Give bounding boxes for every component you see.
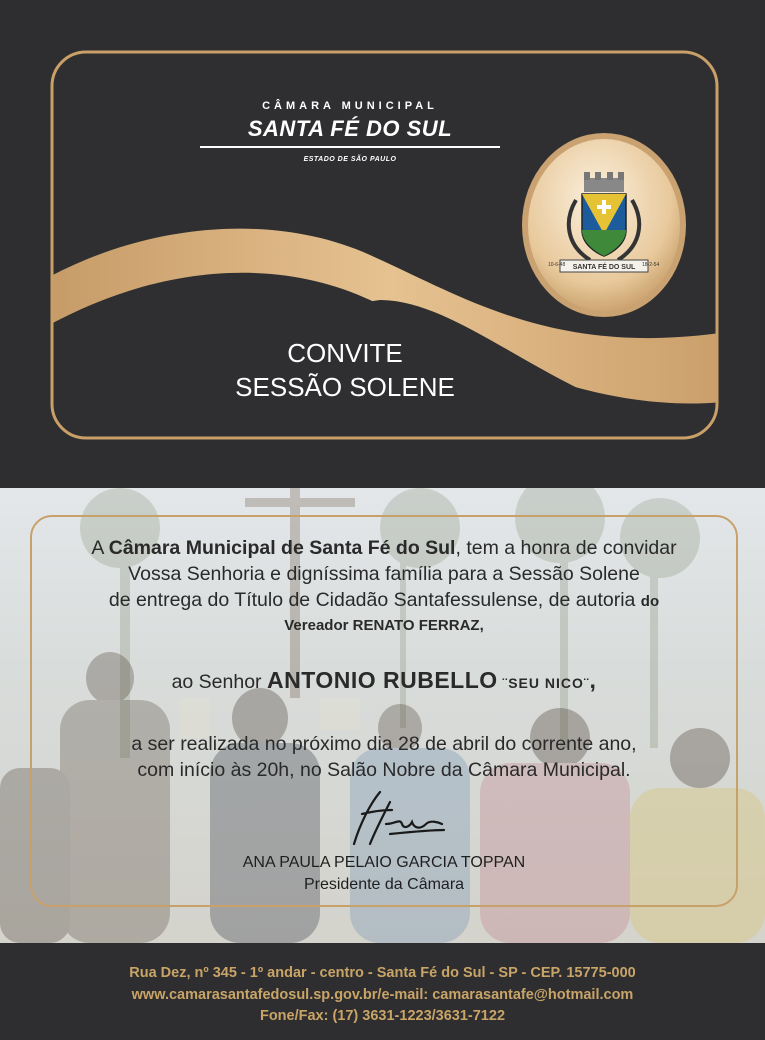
honoree-prefix: ao Senhor [171, 671, 267, 693]
invite-text-line1-post: , tem a honra de convidar [455, 537, 677, 559]
invite-text-line3-main: de entrega do Título de Cidadão Santafessulense, de autoria [108, 589, 641, 611]
footer-address: Rua Dez, nº 345 - 1º andar - centro - Santa Fé do Sul - SP - CEP. 15775-000 [129, 965, 636, 981]
invite-text-author: Vereador RENATO FERRAZ, [284, 617, 484, 634]
invite-text-org: Câmara Municipal de Santa Fé do Sul [108, 537, 456, 559]
org-state: ESTADO DE SÃO PAULO [303, 156, 397, 163]
signer-name: ANA PAULA PELAIO GARCIA TOPPAN [242, 854, 526, 871]
footer-web-email: www.camarasantafedosul.sp.gov.br/e-mail: camarasantafe@hotmail.com [131, 987, 634, 1003]
event-date-line: a ser realizada no próximo dia 28 de abril do corrente ano, [131, 733, 637, 755]
invite-text-line1 [30, 536, 738, 560]
footer [0, 943, 765, 1040]
invite-title-line2: SESSÃO SOLENE [235, 372, 455, 402]
invitation-body-section [0, 488, 765, 943]
seal-date-right: 18-2-54 [642, 262, 660, 268]
honoree-line [30, 668, 738, 695]
seal-date-left: 10-6-48 [548, 262, 566, 268]
event-place-line: com início às 20h, no Salão Nobre da Câmara Municipal. [137, 759, 631, 781]
honoree-comma: , [589, 667, 597, 693]
signature-image [340, 784, 450, 854]
invite-text-line3 [30, 588, 738, 614]
org-name: SANTA FÉ DO SUL [247, 116, 453, 141]
org-divider [200, 146, 500, 148]
seal-ribbon-text: SANTA FÉ DO SUL [572, 264, 636, 271]
invite-text-line1-pre: A [91, 537, 109, 559]
coat-of-arms-seal [520, 130, 688, 320]
signer-role: Presidente da Câmara [303, 876, 465, 893]
invite-title-line1: CONVITE [287, 338, 403, 368]
org-small-title: CÂMARA MUNICIPAL [262, 100, 438, 112]
invite-text-line2: Vossa Senhoria e digníssima família para a Sessão Solene [128, 563, 640, 585]
honoree-nickname: ¨SEU NICO¨ [497, 675, 590, 691]
footer-phone: Fone/Fax: (17) 3631-1223/3631-7122 [259, 1008, 506, 1024]
honoree-name: ANTONIO RUBELLO [266, 667, 498, 693]
header-section [0, 0, 765, 488]
invite-text-line3-small: do [640, 593, 660, 610]
